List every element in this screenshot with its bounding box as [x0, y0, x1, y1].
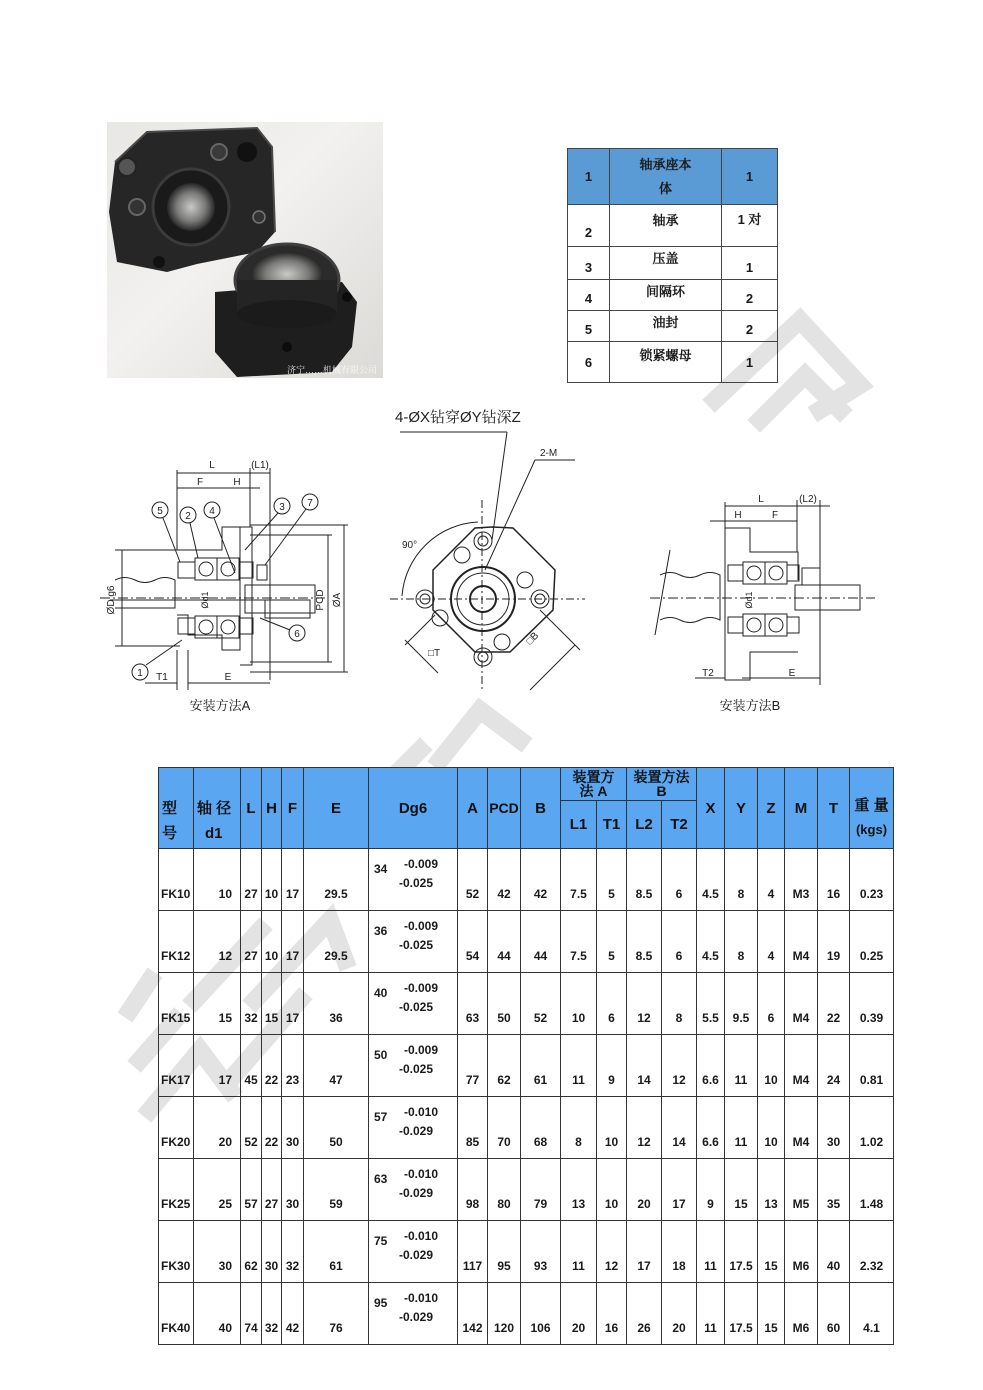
cell-T: 60 — [818, 1283, 850, 1345]
cell-Z: 4 — [758, 911, 785, 973]
part-name: 油封 — [610, 311, 722, 342]
cell-F: 17 — [282, 911, 304, 973]
specification-table — [158, 767, 894, 1345]
angle-label: 90° — [402, 540, 418, 551]
dg6-upper-tolerance: -0.010 — [404, 1291, 439, 1305]
part-name: 轴承 — [610, 205, 722, 247]
table-row — [159, 1221, 894, 1283]
cell-F: 23 — [282, 1035, 304, 1097]
cell-d1: 30 — [194, 1221, 241, 1283]
cell-H: 10 — [262, 849, 282, 911]
cell-A: 85 — [458, 1097, 488, 1159]
cell-H: 15 — [262, 973, 282, 1035]
cell-PCD: 70 — [488, 1097, 521, 1159]
cell-A: 98 — [458, 1159, 488, 1221]
cell-Z: 10 — [758, 1097, 785, 1159]
part-number: 4 — [568, 280, 610, 311]
dim-d1: Ød1 — [200, 591, 210, 609]
cell-T2: 20 — [662, 1283, 697, 1345]
part-number: 3 — [568, 247, 610, 280]
dim-PCD: PCD — [315, 589, 326, 611]
dim-D: ØD g6 — [106, 585, 117, 615]
table-row — [159, 1097, 894, 1159]
dim-d1: Ød1 — [744, 591, 754, 609]
cell-A: 54 — [458, 911, 488, 973]
cell-Z: 13 — [758, 1159, 785, 1221]
part-number: 6 — [568, 342, 610, 383]
dim-F: F — [196, 477, 204, 488]
cell-weight: 0.23 — [850, 849, 894, 911]
spec-table-body — [159, 849, 894, 1345]
cell-M: M6 — [785, 1221, 818, 1283]
cell-T2: 8 — [662, 973, 697, 1035]
cell-PCD: 42 — [488, 849, 521, 911]
dim-L: L — [758, 494, 764, 505]
cell-model: FK10 — [159, 849, 194, 911]
hole-note: 4-ØX钻穿ØY钻深Z — [395, 409, 521, 426]
dg6-upper-tolerance: -0.009 — [404, 857, 439, 871]
part-number: 1 — [568, 149, 610, 205]
dim-H: H — [734, 510, 742, 521]
table-row — [159, 849, 894, 911]
cell-T: 22 — [818, 973, 850, 1035]
dg6-lower-tolerance: -0.029 — [399, 1310, 434, 1324]
cell-L1: 11 — [561, 1035, 597, 1097]
cell-A: 142 — [458, 1283, 488, 1345]
cell-E: 29.5 — [304, 911, 369, 973]
cell-A: 77 — [458, 1035, 488, 1097]
cell-B: 79 — [521, 1159, 561, 1221]
cell-L: 32 — [241, 973, 262, 1035]
table-row — [159, 911, 894, 973]
cell-PCD: 120 — [488, 1283, 521, 1345]
part-qty: 1 对 — [722, 205, 778, 247]
dg6-upper-tolerance: -0.010 — [404, 1105, 439, 1119]
dg6-upper-tolerance: -0.009 — [404, 919, 439, 933]
cell-T2: 12 — [662, 1035, 697, 1097]
cell-L2: 8.5 — [627, 849, 662, 911]
cell-T1: 5 — [597, 849, 627, 911]
cell-weight: 2.32 — [850, 1221, 894, 1283]
col-T2: T2 — [662, 801, 697, 849]
dg6-nominal: 63 — [374, 1172, 388, 1186]
cell-T2: 17 — [662, 1159, 697, 1221]
balloon-6: 6 — [294, 629, 300, 640]
cell-B: 42 — [521, 849, 561, 911]
dg6-upper-tolerance: -0.009 — [404, 981, 439, 995]
col-Y: Y — [725, 768, 758, 849]
cell-L1: 7.5 — [561, 911, 597, 973]
cell-F: 32 — [282, 1221, 304, 1283]
tap-note: 2-M — [540, 448, 558, 459]
cell-F: 30 — [282, 1159, 304, 1221]
cell-X: 11 — [697, 1221, 725, 1283]
drawing-front-view — [380, 400, 600, 700]
cell-d1: 17 — [194, 1035, 241, 1097]
cell-model: FK30 — [159, 1221, 194, 1283]
col-L2: L2 — [627, 801, 662, 849]
balloon-4: 4 — [209, 506, 215, 517]
cell-M: M5 — [785, 1159, 818, 1221]
dg6-nominal: 95 — [374, 1296, 388, 1310]
cell-Dg6 — [369, 911, 458, 973]
part-qty: 2 — [722, 311, 778, 342]
dg6-nominal: 50 — [374, 1048, 388, 1062]
cell-L: 57 — [241, 1159, 262, 1221]
dg6-lower-tolerance: -0.025 — [399, 938, 434, 952]
cell-B: 44 — [521, 911, 561, 973]
col-group-method-a: 装置方 法 A — [561, 768, 627, 801]
balloon-2: 2 — [185, 511, 191, 522]
cell-T1: 16 — [597, 1283, 627, 1345]
cell-weight: 0.39 — [850, 973, 894, 1035]
cell-E: 59 — [304, 1159, 369, 1221]
cell-M: M4 — [785, 1097, 818, 1159]
cell-L: 45 — [241, 1035, 262, 1097]
balloon-5: 5 — [157, 506, 163, 517]
cell-Y: 11 — [725, 1097, 758, 1159]
cell-H: 27 — [262, 1159, 282, 1221]
parts-list-table — [567, 148, 778, 383]
col-Z: Z — [758, 768, 785, 849]
cell-L2: 26 — [627, 1283, 662, 1345]
col-E: E — [304, 768, 369, 849]
cell-A: 52 — [458, 849, 488, 911]
dim-A: ØA — [332, 592, 343, 608]
cell-H: 22 — [262, 1097, 282, 1159]
col-F: F — [282, 768, 304, 849]
cell-X: 4.5 — [697, 849, 725, 911]
cell-Y: 17.5 — [725, 1221, 758, 1283]
cell-T: 19 — [818, 911, 850, 973]
cell-weight: 1.48 — [850, 1159, 894, 1221]
dim-T2: T2 — [702, 668, 714, 679]
cell-F: 17 — [282, 973, 304, 1035]
cell-L1: 11 — [561, 1221, 597, 1283]
cell-Dg6 — [369, 1035, 458, 1097]
cell-d1: 20 — [194, 1097, 241, 1159]
cell-Dg6 — [369, 849, 458, 911]
drawing-method-a — [100, 450, 360, 720]
cell-M: M4 — [785, 973, 818, 1035]
dg6-lower-tolerance: -0.025 — [399, 1062, 434, 1076]
cell-d1: 15 — [194, 973, 241, 1035]
cell-B: 93 — [521, 1221, 561, 1283]
cell-E: 76 — [304, 1283, 369, 1345]
parts-row — [568, 311, 778, 342]
parts-row — [568, 342, 778, 383]
cell-weight: 1.02 — [850, 1097, 894, 1159]
cell-model: FK20 — [159, 1097, 194, 1159]
cell-PCD: 50 — [488, 973, 521, 1035]
dg6-lower-tolerance: -0.025 — [399, 876, 434, 890]
dg6-upper-tolerance: -0.010 — [404, 1229, 439, 1243]
cell-H: 30 — [262, 1221, 282, 1283]
cell-L1: 10 — [561, 973, 597, 1035]
cell-T2: 6 — [662, 911, 697, 973]
cell-B: 61 — [521, 1035, 561, 1097]
part-name: 压盖 — [610, 247, 722, 280]
cell-A: 117 — [458, 1221, 488, 1283]
cell-F: 30 — [282, 1097, 304, 1159]
balloon-3: 3 — [279, 502, 285, 513]
cell-T: 35 — [818, 1159, 850, 1221]
part-name: 间隔环 — [610, 280, 722, 311]
col-PCD: PCD — [488, 768, 521, 849]
cell-Z: 15 — [758, 1221, 785, 1283]
cell-model: FK17 — [159, 1035, 194, 1097]
dg6-nominal: 34 — [374, 862, 388, 876]
cell-T1: 12 — [597, 1221, 627, 1283]
cell-X: 9 — [697, 1159, 725, 1221]
col-L: L — [241, 768, 262, 849]
dim-E: E — [224, 672, 232, 683]
dim-L1: (L1) — [251, 460, 269, 471]
cell-L: 27 — [241, 849, 262, 911]
cell-Y: 17.5 — [725, 1283, 758, 1345]
part-qty: 1 — [722, 247, 778, 280]
cell-L2: 14 — [627, 1035, 662, 1097]
cell-X: 6.6 — [697, 1035, 725, 1097]
photo-caption: 济宁……机械有限公司 — [286, 365, 377, 375]
cell-d1: 25 — [194, 1159, 241, 1221]
caption-method-a: 安装方法A — [189, 698, 251, 713]
cell-T1: 6 — [597, 973, 627, 1035]
table-row — [159, 1159, 894, 1221]
cell-T1: 10 — [597, 1159, 627, 1221]
cell-E: 36 — [304, 973, 369, 1035]
dg6-upper-tolerance: -0.009 — [404, 1043, 439, 1057]
cell-L: 74 — [241, 1283, 262, 1345]
cell-Dg6 — [369, 1221, 458, 1283]
col-H: H — [262, 768, 282, 849]
dg6-nominal: 36 — [374, 924, 388, 938]
part-name: 锁紧螺母 — [610, 342, 722, 383]
dg6-nominal: 40 — [374, 986, 388, 1000]
cell-T: 40 — [818, 1221, 850, 1283]
cell-PCD: 80 — [488, 1159, 521, 1221]
cell-T2: 18 — [662, 1221, 697, 1283]
col-d1: 轴 径 d1 — [194, 768, 241, 849]
cell-Z: 6 — [758, 973, 785, 1035]
table-row — [159, 1283, 894, 1345]
cell-weight: 4.1 — [850, 1283, 894, 1345]
cell-M: M4 — [785, 1035, 818, 1097]
cell-PCD: 62 — [488, 1035, 521, 1097]
cell-model: FK12 — [159, 911, 194, 973]
caption-method-b: 安装方法B — [719, 698, 781, 713]
col-M: M — [785, 768, 818, 849]
cell-L1: 13 — [561, 1159, 597, 1221]
cell-L1: 20 — [561, 1283, 597, 1345]
col-T: T — [818, 768, 850, 849]
cell-model: FK25 — [159, 1159, 194, 1221]
drawing-method-b — [650, 480, 900, 720]
cell-X: 11 — [697, 1283, 725, 1345]
cell-model: FK15 — [159, 973, 194, 1035]
product-photo — [107, 122, 383, 378]
cell-E: 47 — [304, 1035, 369, 1097]
cell-Dg6 — [369, 1283, 458, 1345]
cell-L2: 17 — [627, 1221, 662, 1283]
dg6-upper-tolerance: -0.010 — [404, 1167, 439, 1181]
cell-L2: 12 — [627, 973, 662, 1035]
cell-Y: 9.5 — [725, 973, 758, 1035]
cell-d1: 40 — [194, 1283, 241, 1345]
cell-H: 10 — [262, 911, 282, 973]
dim-F: F — [771, 510, 779, 521]
cell-L1: 7.5 — [561, 849, 597, 911]
dg6-lower-tolerance: -0.029 — [399, 1124, 434, 1138]
col-L1: L1 — [561, 801, 597, 849]
cell-Dg6 — [369, 973, 458, 1035]
cell-model: FK40 — [159, 1283, 194, 1345]
cell-T: 24 — [818, 1035, 850, 1097]
col-group-method-b: 装置方法 B — [627, 768, 697, 801]
cell-L: 52 — [241, 1097, 262, 1159]
cell-E: 29.5 — [304, 849, 369, 911]
balloon-1: 1 — [137, 668, 143, 679]
cell-Y: 15 — [725, 1159, 758, 1221]
dg6-lower-tolerance: -0.025 — [399, 1000, 434, 1014]
header-row — [159, 768, 894, 801]
parts-row — [568, 149, 778, 205]
col-model: 型 号 — [159, 768, 194, 849]
cell-Y: 8 — [725, 849, 758, 911]
cell-M: M3 — [785, 849, 818, 911]
part-number: 2 — [568, 205, 610, 247]
col-A: A — [458, 768, 488, 849]
dg6-lower-tolerance: -0.029 — [399, 1186, 434, 1200]
cell-PCD: 95 — [488, 1221, 521, 1283]
cell-A: 63 — [458, 973, 488, 1035]
dim-T1: T1 — [156, 672, 168, 683]
cell-Dg6 — [369, 1097, 458, 1159]
dg6-nominal: 75 — [374, 1234, 388, 1248]
cell-F: 42 — [282, 1283, 304, 1345]
cell-L2: 8.5 — [627, 911, 662, 973]
balloon-7: 7 — [307, 498, 313, 509]
part-name: 轴承座本 体 — [610, 149, 722, 205]
col-weight: 重 量 (kgs) — [850, 768, 894, 849]
cell-B: 106 — [521, 1283, 561, 1345]
part-qty: 1 — [722, 149, 778, 205]
cell-E: 50 — [304, 1097, 369, 1159]
cell-L: 27 — [241, 911, 262, 973]
cell-weight: 0.25 — [850, 911, 894, 973]
part-qty: 1 — [722, 342, 778, 383]
dim-H: H — [233, 477, 241, 488]
cell-H: 32 — [262, 1283, 282, 1345]
cell-F: 17 — [282, 849, 304, 911]
part-qty: 2 — [722, 280, 778, 311]
cell-T1: 9 — [597, 1035, 627, 1097]
cell-E: 61 — [304, 1221, 369, 1283]
support-unit-illustration — [107, 122, 383, 378]
cell-L2: 20 — [627, 1159, 662, 1221]
cell-M: M6 — [785, 1283, 818, 1345]
col-B: B — [521, 768, 561, 849]
cell-d1: 12 — [194, 911, 241, 973]
dg6-lower-tolerance: -0.029 — [399, 1248, 434, 1262]
cell-T: 16 — [818, 849, 850, 911]
cell-T1: 5 — [597, 911, 627, 973]
cell-d1: 10 — [194, 849, 241, 911]
cell-B: 52 — [521, 973, 561, 1035]
col-X: X — [697, 768, 725, 849]
dim-L2: (L2) — [799, 494, 817, 505]
cell-T2: 14 — [662, 1097, 697, 1159]
col-T1: T1 — [597, 801, 627, 849]
cell-X: 5.5 — [697, 973, 725, 1035]
dim-E: E — [788, 668, 796, 679]
cell-B: 68 — [521, 1097, 561, 1159]
cell-Z: 10 — [758, 1035, 785, 1097]
parts-row — [568, 205, 778, 247]
dim-L: L — [209, 460, 215, 471]
dim-B: □B — [524, 630, 542, 648]
cell-T2: 6 — [662, 849, 697, 911]
cell-X: 6.6 — [697, 1097, 725, 1159]
parts-row — [568, 247, 778, 280]
col-Dg6: Dg6 — [369, 768, 458, 849]
cell-T1: 10 — [597, 1097, 627, 1159]
table-row — [159, 1035, 894, 1097]
parts-row — [568, 280, 778, 311]
cell-T: 30 — [818, 1097, 850, 1159]
cell-PCD: 44 — [488, 911, 521, 973]
cell-L1: 8 — [561, 1097, 597, 1159]
part-number: 5 — [568, 311, 610, 342]
cell-Z: 4 — [758, 849, 785, 911]
cell-L2: 12 — [627, 1097, 662, 1159]
cell-Y: 11 — [725, 1035, 758, 1097]
table-row — [159, 973, 894, 1035]
cell-Z: 15 — [758, 1283, 785, 1345]
cell-Dg6 — [369, 1159, 458, 1221]
cell-L: 62 — [241, 1221, 262, 1283]
dim-T: □T — [428, 648, 441, 659]
cell-weight: 0.81 — [850, 1035, 894, 1097]
cell-X: 4.5 — [697, 911, 725, 973]
cell-Y: 8 — [725, 911, 758, 973]
cell-M: M4 — [785, 911, 818, 973]
cell-H: 22 — [262, 1035, 282, 1097]
dg6-nominal: 57 — [374, 1110, 388, 1124]
